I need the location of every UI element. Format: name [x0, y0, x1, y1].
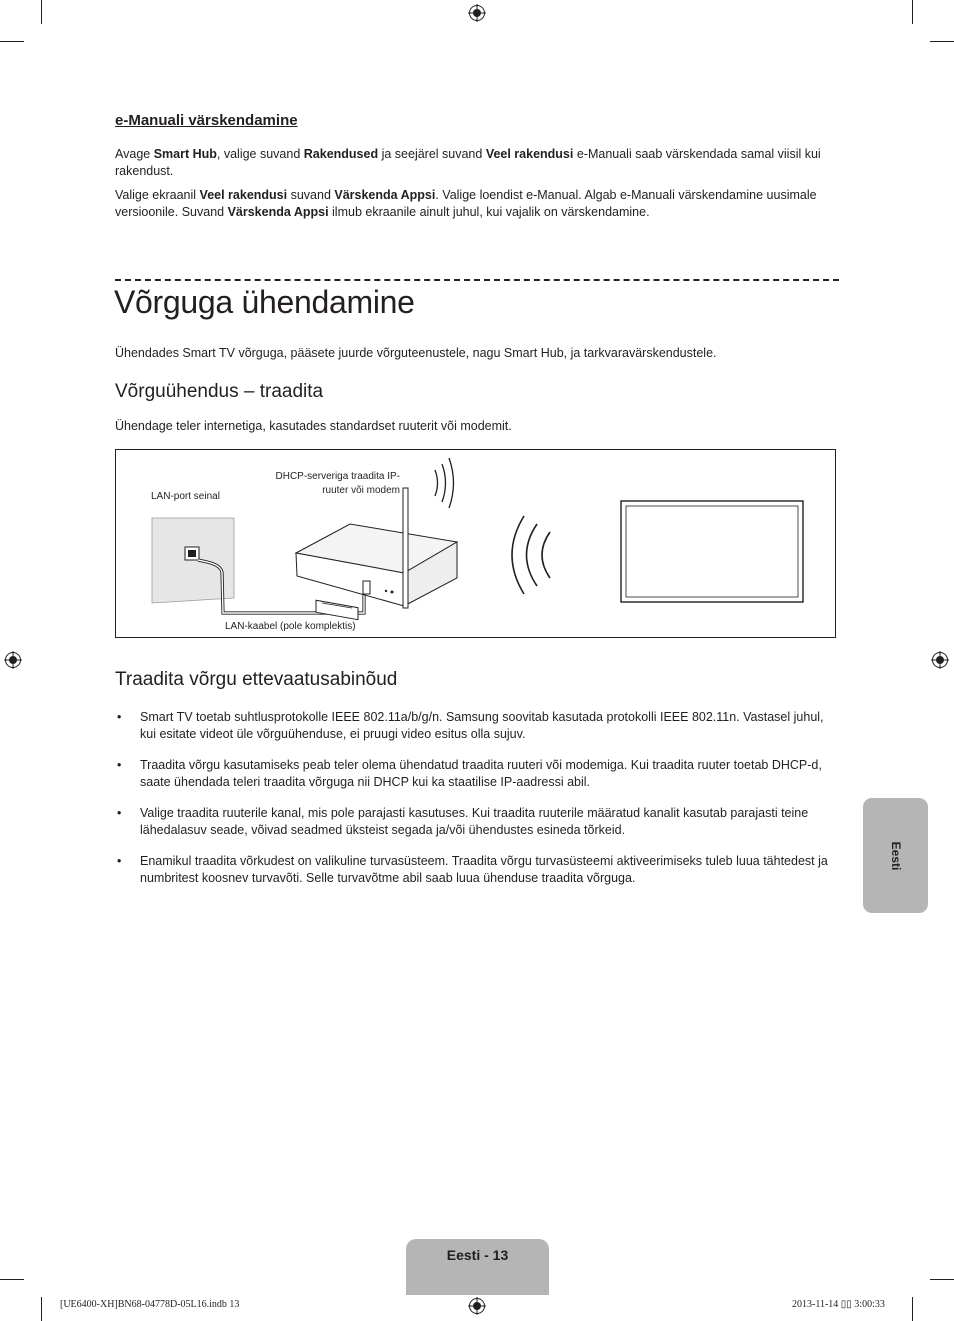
text-run: e-Manuali saab värskendada samal viisil kui rakendust. [115, 147, 821, 178]
crop-mark [41, 0, 42, 24]
label-lan-cable: LAN-kaabel (pole komplektis) [225, 621, 356, 632]
crop-mark [912, 0, 913, 24]
paragraph-emanual-2 [115, 187, 830, 221]
section-title-wireless: Võrguühendus – traadita [115, 381, 324, 402]
crop-mark [0, 41, 24, 42]
page-number-box [406, 1239, 549, 1295]
page-number: Eesti - 13 [446, 1247, 509, 1263]
registration-mark-icon [4, 651, 22, 669]
registration-mark-icon [931, 651, 949, 669]
label-lan-port: LAN-port seinal [151, 491, 220, 502]
list-item: • Smart TV toetab suhtlusprotokolle IEEE 802.11a/b/g/n. Samsung soovitab kasutada protokolli IEEE 802.11n. Vastasel juhul, kui esitate videot üle võrguühenduse, ei pruugi video esitus olla sujuv. [115, 709, 830, 743]
crop-mark [930, 41, 954, 42]
wireless-intro: Ühendage teler internetiga, kasutades standardset ruuterit või modemit. [115, 419, 512, 433]
crop-mark [930, 1279, 954, 1280]
wifi-signal-icon [512, 516, 550, 594]
language-side-tab [863, 798, 928, 913]
bold-term: Värskenda Appsi [227, 205, 329, 219]
list-item: • Enamikul traadita võrkudest on valikuline turvasüsteem. Traadita võrgu turvasüsteemi aktiveerimiseks tuleb luua tähtedest ja numbritest koosnev turvavõti. Selle turvavõtme abil saab luua ühenduse traadita võrguga. [115, 853, 830, 887]
text-run: , valige suvand [216, 147, 304, 161]
label-router [268, 470, 400, 498]
list-item: • Traadita võrgu kasutamiseks peab teler olema ühendatud traadita ruuteri või modemiga. Kui traadita ruuter toetab DHCP-d, saate ühendada teleri traadita võrguga nii DHCP kui ka staatilise IP-aadressi abil. [115, 757, 830, 791]
section-title-emanual-update: e-Manuali värskendamine [115, 112, 298, 129]
text-run: . Valige loendist e-Manual. Algab e-Manuali värskendamine uusimale versioonile. Suvand [115, 188, 817, 219]
tv-icon [621, 501, 803, 602]
bold-term: Veel rakendusi [199, 188, 288, 202]
text-run: Valige ekraanil [115, 188, 200, 202]
bold-term: Rakendused [303, 147, 379, 161]
footer-file-info: [UE6400-XH]BN68-04778D-05L16.indb 13 [60, 1299, 240, 1310]
text-run: ilmub ekraanile ainult juhul, kui vajalik on värskendamine. [328, 205, 650, 219]
list-item: • Valige traadita ruuterile kanal, mis pole parajasti kasutuses. Kui traadita ruuterile määratud kanalit kasutab parajasti teine lähedalasuv seade, võivad seadmed üksteist segada ja/või ühendustes esineda tõrkeid. [115, 805, 830, 839]
section-title-precautions: Traadita võrgu ettevaatusabinõud [115, 669, 398, 690]
router-icon [296, 488, 457, 620]
network-intro: Ühendades Smart TV võrguga, pääsete juurde võrguteenustele, nagu Smart Hub, ja tarkvaravärskendustele. [115, 346, 717, 360]
registration-mark-icon [468, 4, 486, 22]
label-router-line1: DHCP-serveriga traadita IP- [275, 471, 400, 482]
connection-diagram [115, 449, 836, 638]
bold-term: Värskenda Appsi [334, 188, 436, 202]
text-run: Avage [115, 147, 154, 161]
text-run: suvand [287, 188, 335, 202]
crop-mark [0, 1279, 24, 1280]
language-side-tab-label: Eesti [888, 841, 903, 870]
registration-mark-icon [468, 1297, 486, 1315]
crop-mark [41, 1297, 42, 1321]
bold-term: Smart Hub [153, 147, 217, 161]
text-run: ja seejärel suvand [378, 147, 486, 161]
footer-timestamp: 2013-11-14 ▯▯ 3:00:33 [792, 1299, 885, 1310]
section-divider [115, 279, 839, 281]
precautions-list [115, 709, 830, 901]
crop-mark [912, 1297, 913, 1321]
paragraph-emanual-1 [115, 146, 830, 180]
diagram-illustration [116, 450, 835, 637]
bold-term: Veel rakendusi [485, 147, 574, 161]
page-title: Võrguga ühendamine [114, 284, 415, 320]
wifi-signal-icon [435, 458, 454, 508]
label-router-line2: ruuter või modem [322, 485, 400, 496]
